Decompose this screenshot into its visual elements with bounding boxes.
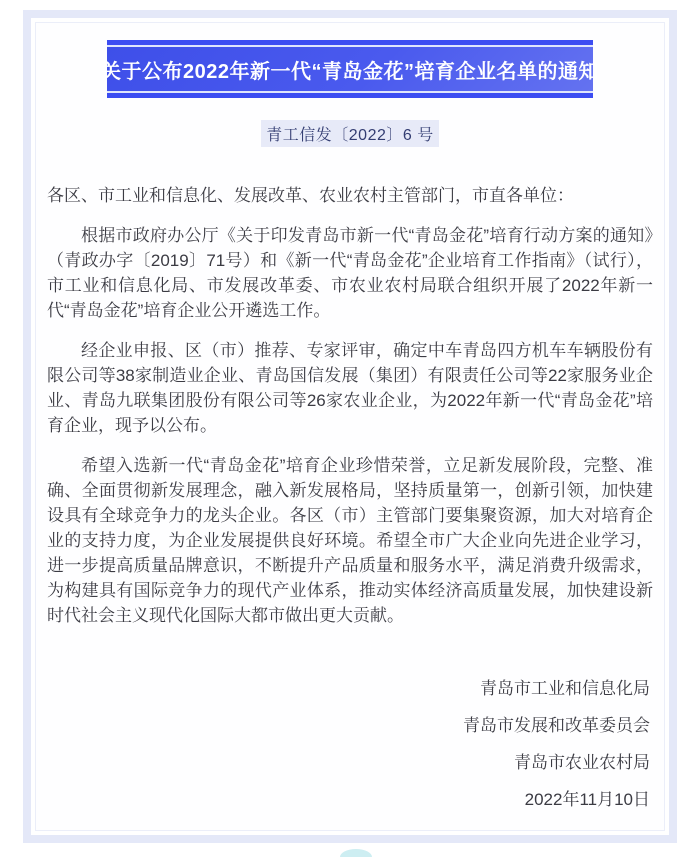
document-frame	[23, 10, 677, 843]
signature-date: 2022年11月10日	[524, 790, 650, 809]
scroll-hint-arc	[340, 849, 372, 857]
signature-org: 青岛市工业和信息化局	[480, 679, 650, 698]
banner-bottom-strip	[107, 93, 593, 98]
doc-number-row	[36, 120, 664, 147]
salutation: 各区、市工业和信息化、发展改革、农业农村主管部门，市直各单位：	[47, 186, 574, 205]
paragraph: 经企业申报、区（市）推荐、专家评审，确定中车青岛四方机车车辆股份有限公司等38家制造业企业、青岛国信发展（集团）有限责任公司等22家服务业企业、青岛九联集团股份有限公司等26家农业企业，为2022年新一代“青岛金花”培育企业，现予以公布。	[47, 341, 653, 435]
document-title: 关于公布2022年新一代“青岛金花”培育企业名单的通知	[101, 60, 599, 83]
signature-org: 青岛市发展和改革委员会	[463, 716, 650, 735]
signature-block	[36, 676, 664, 812]
document-body	[36, 183, 664, 628]
doc-number: 青工信发〔2022〕6 号	[261, 120, 438, 147]
document-page	[35, 22, 665, 831]
title-banner	[101, 40, 599, 98]
banner-main	[101, 47, 599, 91]
signature-org: 青岛市农业农村局	[514, 753, 650, 772]
paragraph: 希望入选新一代“青岛金花”培育企业珍惜荣誉，立足新发展阶段，完整、准确、全面贯彻新发展理念，融入新发展格局，坚持质量第一，创新引领，加快建设具有全球竞争力的龙头企业。各区（市）主管部门要集聚资源，加大对培育企业的支持力度，为企业发展提供良好环境。希望全市广大企业向先进企业学习，进一步提高质量品牌意识，不断提升产品质量和服务水平，满足消费升级需求，为构建具有国际竞争力的现代产业体系，推动实体经济高质量发展，加快建设新时代社会主义现代化国际大都市做出更大贡献。	[47, 456, 653, 625]
paragraph: 根据市政府办公厅《关于印发青岛市新一代“青岛金花”培育行动方案的通知》（青政办字〔2019〕71号）和《新一代“青岛金花”企业培育工作指南》（试行），市工业和信息化局、市发展改革委、市农业农村局联合组织开展了2022年新一代“青岛金花”培育企业公开遴选工作。	[47, 226, 653, 320]
